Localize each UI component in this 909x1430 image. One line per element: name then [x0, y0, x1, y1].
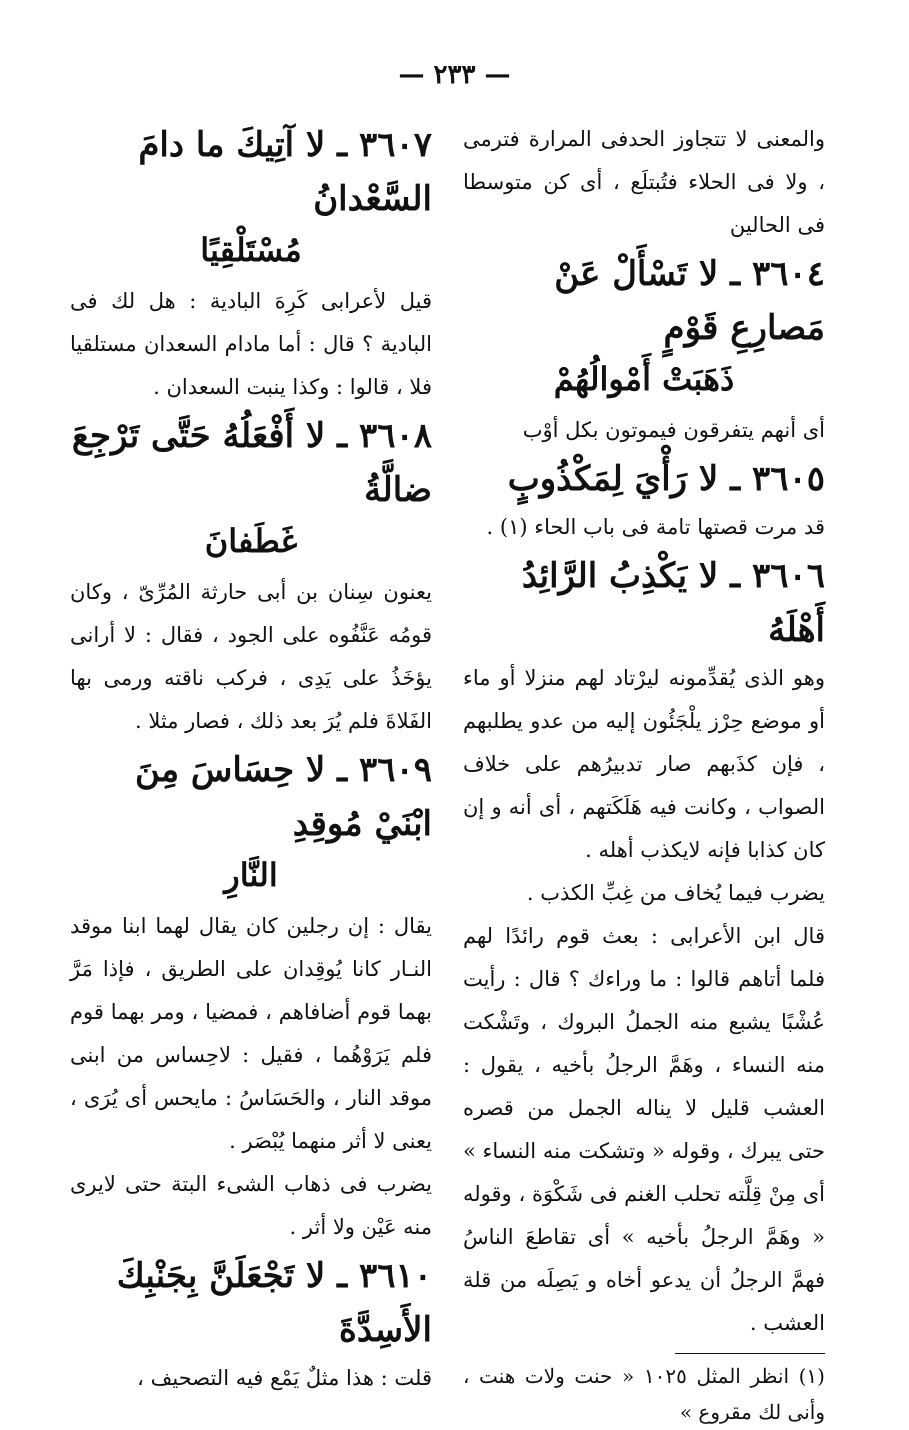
proverb-3607-text: قيل لأعرابى كَرِهَ البادية : هل لك فى البادية ؟ قال : أما مادام السعدان مستلقيا فلا ، قالوا : وكذا ينبت السعدان . — [70, 289, 432, 399]
footnote: (١) انظر المثل ١٠٢٥ « حنت ولات هنت ، وأنى لك مقروع » — [463, 1364, 825, 1424]
proverb-3606-text: وهو الذى يُقدِّمونه ليرْتاد لهم منزلا أو ماء أو موضع حِرْز يلْجَئُون إليه من عدو يطلبهم ، فإن كذَبهم صار تدبيرُهم على خلاف الصواب ، وكانت فيه هَلَكَتهم ، أى أنه و إن كان كذابا فإنه لايكذب أهله . — [463, 666, 825, 862]
proverb-3607-subtitle: مُسْتَلْقِيًا — [200, 231, 302, 269]
proverb-3610-text: قلت : هذا مثلٌ يَمْع فيه التصحيف ، — [137, 1366, 432, 1390]
proverb-3606-usage: يضرب فيما يُخاف من غِبِّ الكذب . — [526, 881, 825, 905]
right-column — [463, 118, 825, 1430]
proverb-3605-title: ٣٦٠٥ ـ لا رَأْيَ لِمَكْذُوبٍ — [507, 459, 825, 499]
proverb-3608-text: يعنون سِنان بن أبى حارثة المُرِّىّ ، وكان قومُه عَنَّفُوه على الجود ، فقال : لا أرانى يؤخَذُ على يَدِى ، فركب ناقته ورمى بها الفَلاةَ فلم يُرَ بعد ذلك ، فصار مثلا . — [70, 580, 432, 733]
proverb-3604-title: ٣٦٠٤ ـ لا تَسْأَلْ عَنْ مَصارِعِ قَوْمٍ — [554, 254, 825, 348]
proverb-3606-title: ٣٦٠٦ ـ لا يَكْذِبُ الرَّائِدُ أَهْلَهُ — [521, 556, 825, 650]
proverb-3606-story: قال ابن الأعرابى : بعث قوم رائدًا لهم فلما أتاهم قالوا : ما وراءك ؟ قال : رأيت عُشْبًا يشبع منه الجملُ البروك ، وتَشْكت منه النساء ، وهَمَّ الرجلُ بأخيه ، يقول : العشب قليل لا يناله الجمل من قصره حتى يبرك ، وقوله « وتشكت منه النساء » أى مِنْ قِلَّته تحلب الغنم فى شَكْوَة ، وقوله « وهَمَّ الرجلُ بأخيه » أى تقاطعَ الناسُ فهمَّ الرجلُ أن يدعو أخاه و يَصِلَه من قلة العشب . — [463, 924, 825, 1335]
proverb-3607-title: ٣٦٠٧ ـ لا آتِيكَ ما دامَ السَّعْدانُ — [138, 125, 432, 219]
footnote-divider — [675, 1353, 825, 1354]
paragraph-intro: والمعنى لا تتجاوز الحدفى المرارة فترمى ، ولا فى الحلاء فتُبتلَع ، أى كن متوسطا فى الحالين — [463, 127, 825, 237]
proverb-3610-title: ٣٦١٠ ـ لا تَجْعَلَنَّ بِجَنْبِكَ الأَسِدَّةَ — [116, 1256, 432, 1350]
proverb-3609-text: يقال : إن رجلين كان يقال لهما ابنا موقد النـار كانا يُوقِدان على الطريق ، فإذا مَرَّ بهما قوم أضافاهم ، فمضيا ، ومر بهما قوم فلم يَرَوْهُما ، فقيل : لاحِساس من ابنى موقد النار ، والحَسَاسُ : مايحس أى يُرَى ، يعنى لا أثر منهما يُبْصَر . — [70, 914, 432, 1153]
proverb-3609-subtitle: النَّارِ — [224, 856, 278, 894]
proverb-3608-title: ٣٦٠٨ ـ لا أَفْعَلُهُ حَتَّى تَرْجِعَ ضالَّةُ — [71, 416, 432, 510]
proverb-3604-text: أى أنهم يتفرقون فيموتون بكل أوْب — [522, 418, 825, 442]
proverb-3604-subtitle: ذَهَبَتْ أَمْوالُهُمْ — [553, 360, 735, 398]
proverb-3609-usage: يضرب فى ذهاب الشىء البتة حتى لايرى منه عَيْن ولا أثر . — [70, 1172, 432, 1239]
proverb-3608-subtitle: غَطَفانَ — [204, 522, 298, 560]
proverb-3605-text: قد مرت قصتها تامة فى باب الحاء (١) . — [486, 515, 825, 539]
proverb-3609-title: ٣٦٠٩ ـ لا حِسَاسَ مِنَ ابْنَيْ مُوقِدِ — [134, 750, 432, 844]
left-column — [70, 118, 432, 1400]
page-number: — ٢٣٣ — — [398, 60, 511, 90]
